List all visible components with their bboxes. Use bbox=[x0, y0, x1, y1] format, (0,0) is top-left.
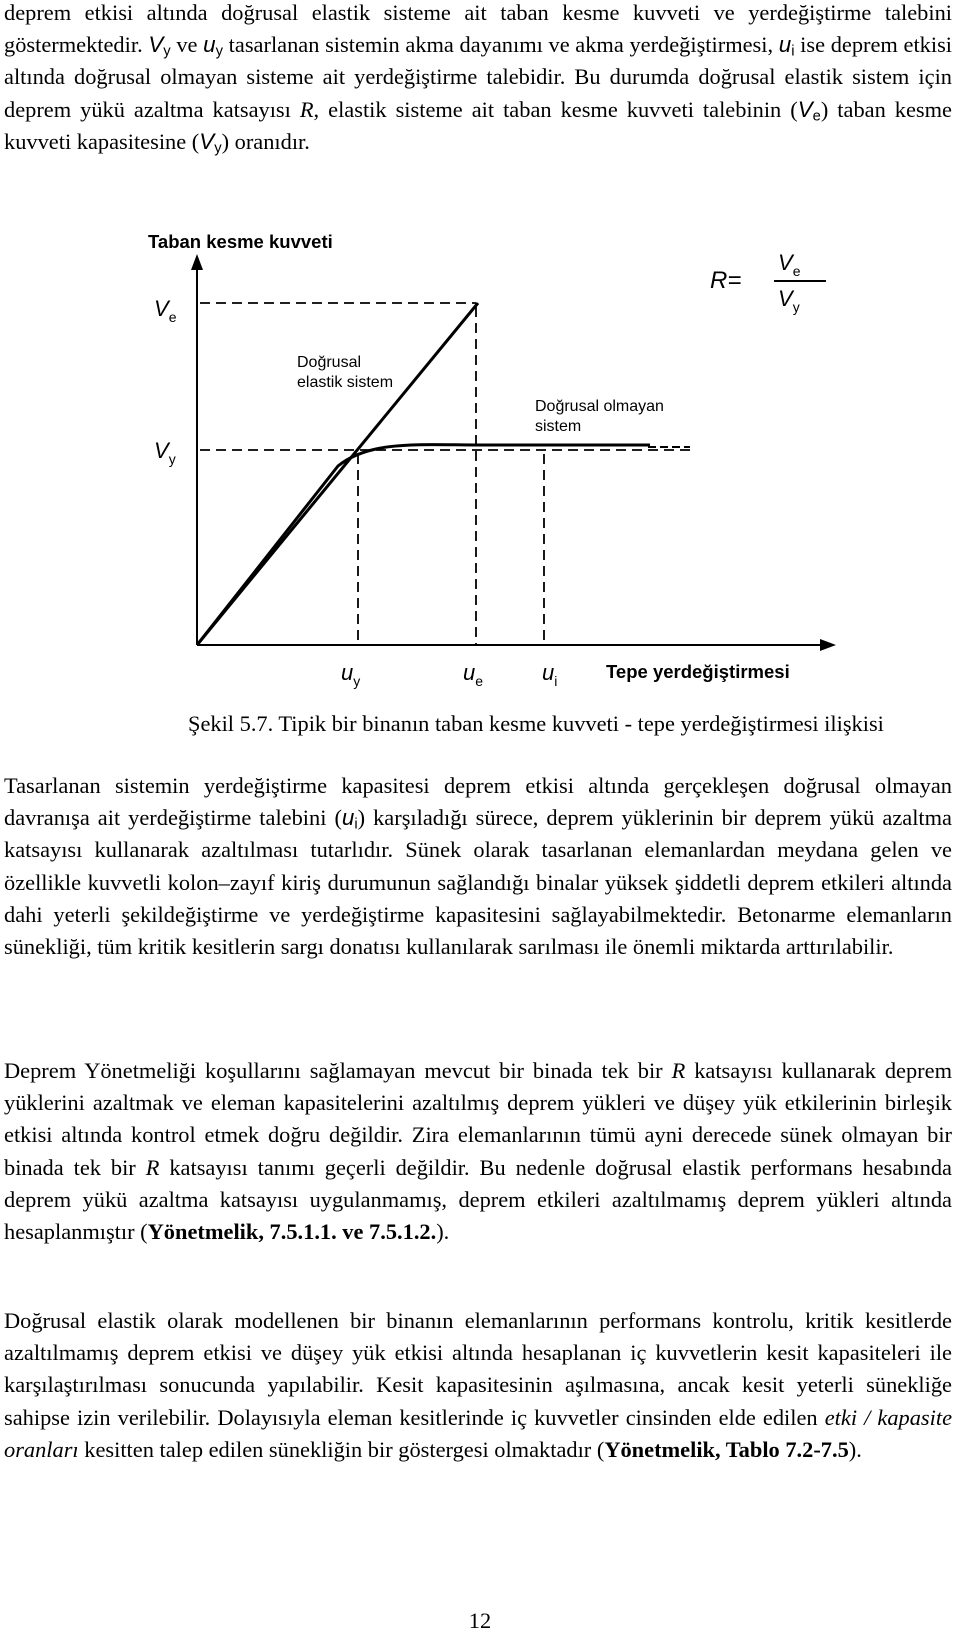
nonlinear-system-label-1: Doğrusal olmayan bbox=[535, 398, 664, 415]
x-axis-title: Tepe yerdeğiştirmesi bbox=[606, 661, 790, 682]
vy-label: $V_y$ bbox=[154, 438, 176, 467]
paragraph-4: Doğrusal elastik olarak modellenen bir binanın elemanlarının performans kontrolu, kritik kesitlerde azaltılmamış deprem etkisi ve düşey yük etkisi altında hesaplanan iç kuvvetlerin kesit kapasiteleri ile karşılaştırılması sonucunda yapılabilir. Kesit kapasitesinin aşılmasına, ancak kesit yeterli sünekliğe sahipse izin verilebilir. Dolayısıyla eleman kesitlerinde iç kuvvetler cinsinden elde edilen etki / kapasite oranları kesitten talep edilen sünekliğin bir göstergesi olmaktadır (Yönetmelik, Tablo 7.2-7.5). bbox=[4, 1308, 953, 1462]
linear-system-label-1: Doğrusal bbox=[297, 354, 362, 371]
paragraph-1: deprem etkisi altında doğrusal elastik sisteme ait taban kesme kuvveti ve yerdeğiştirme talebini göstermektedir. $V_y$ ve $u_y$ tasarlanan sistemin akma dayanımı ve akma yerdeğiştirmesi, $u_i$ ise deprem etkisi altında doğrusal olmayan sisteme ait yerdeğiştirme talebidir. Bu durumda doğrusal elastik sistem için deprem yükü azaltma katsayısı R, elastik sisteme ait taban kesme kuvveti talebinin $(V_e)$ taban kesme kuvveti kapasitesine $(V_y)$ oranıdır. bbox=[4, 0, 953, 157]
r-formula bbox=[710, 250, 826, 315]
linear-system-label-2: elastik sistem bbox=[297, 374, 394, 391]
formula-denominator: $V_y$ bbox=[778, 286, 800, 315]
x-axis bbox=[197, 639, 836, 651]
ue-tick-label: $u_e$ bbox=[463, 660, 484, 689]
y-axis-title: Taban kesme kuvveti bbox=[148, 231, 333, 252]
paragraph-2: Tasarlanan sistemin yerdeğiştirme kapasitesi deprem etkisi altında gerçekleşen doğrusal olmayan davranışa ait yerdeğiştirme talebini $(u_i)$ karşıladığı sürece, deprem yüklerinin bir deprem yükü azaltma katsayısı kullanarak azaltılması tutarlıdır. Sünek olarak tasarlanan elemanlardan meydana gelen ve özellikle kuvvetli kolon–zayıf kiriş durumunun sağlandığı binalar yüksek şiddetli deprem etkileri altında dahi yeterli şekildeğiştirme ve yerdeğiştirme kapasitesini sağlayabilmektedir. Betonarme elemanların sünekliği, tüm kritik kesitlerin sargı donatısı kullanılarak sarılması ile önemli miktarda arttırılabilir. bbox=[4, 773, 952, 960]
dashed-guides bbox=[200, 303, 690, 645]
uy-tick-label: $u_y$ bbox=[341, 660, 361, 689]
ve-label: $V_e$ bbox=[154, 296, 177, 325]
formula-numerator: $V_e$ bbox=[778, 250, 801, 279]
formula-r: R= bbox=[710, 267, 742, 294]
figure-caption: Şekil 5.7. Tipik bir binanın taban kesme kuvveti - tepe yerdeğiştirmesi ilişkisi bbox=[188, 711, 884, 736]
page-number: 12 bbox=[468, 1608, 492, 1633]
nonlinear-system-label-2: sistem bbox=[535, 418, 582, 435]
shear-displacement-figure bbox=[0, 200, 960, 720]
ui-tick-label: $u_i$ bbox=[542, 660, 558, 689]
nonlinear-curve bbox=[197, 445, 650, 645]
paragraph-3: Deprem Yönetmeliği koşullarını sağlamayan mevcut bir binada tek bir R katsayısı kullanarak deprem yüklerini azaltmak ve eleman kapasitelerini azaltılmış deprem yükleri ve düşey yük etkilerinin birleşik etkisi altında kontrol etmek doğru değildir. Zira elemanlarının tümü ayni derecede sünek olmayan bir binada tek bir R katsayısı tanımı geçerli değildir. Bu nedenle doğrusal elastik performans hesabında deprem yükü azaltma katsayısı uygulanmamış, deprem etkileri azaltılmamış deprem yükleri altında hesaplanmıştır (Yönetmelik, 7.5.1.1. ve 7.5.1.2.). bbox=[4, 1058, 952, 1245]
